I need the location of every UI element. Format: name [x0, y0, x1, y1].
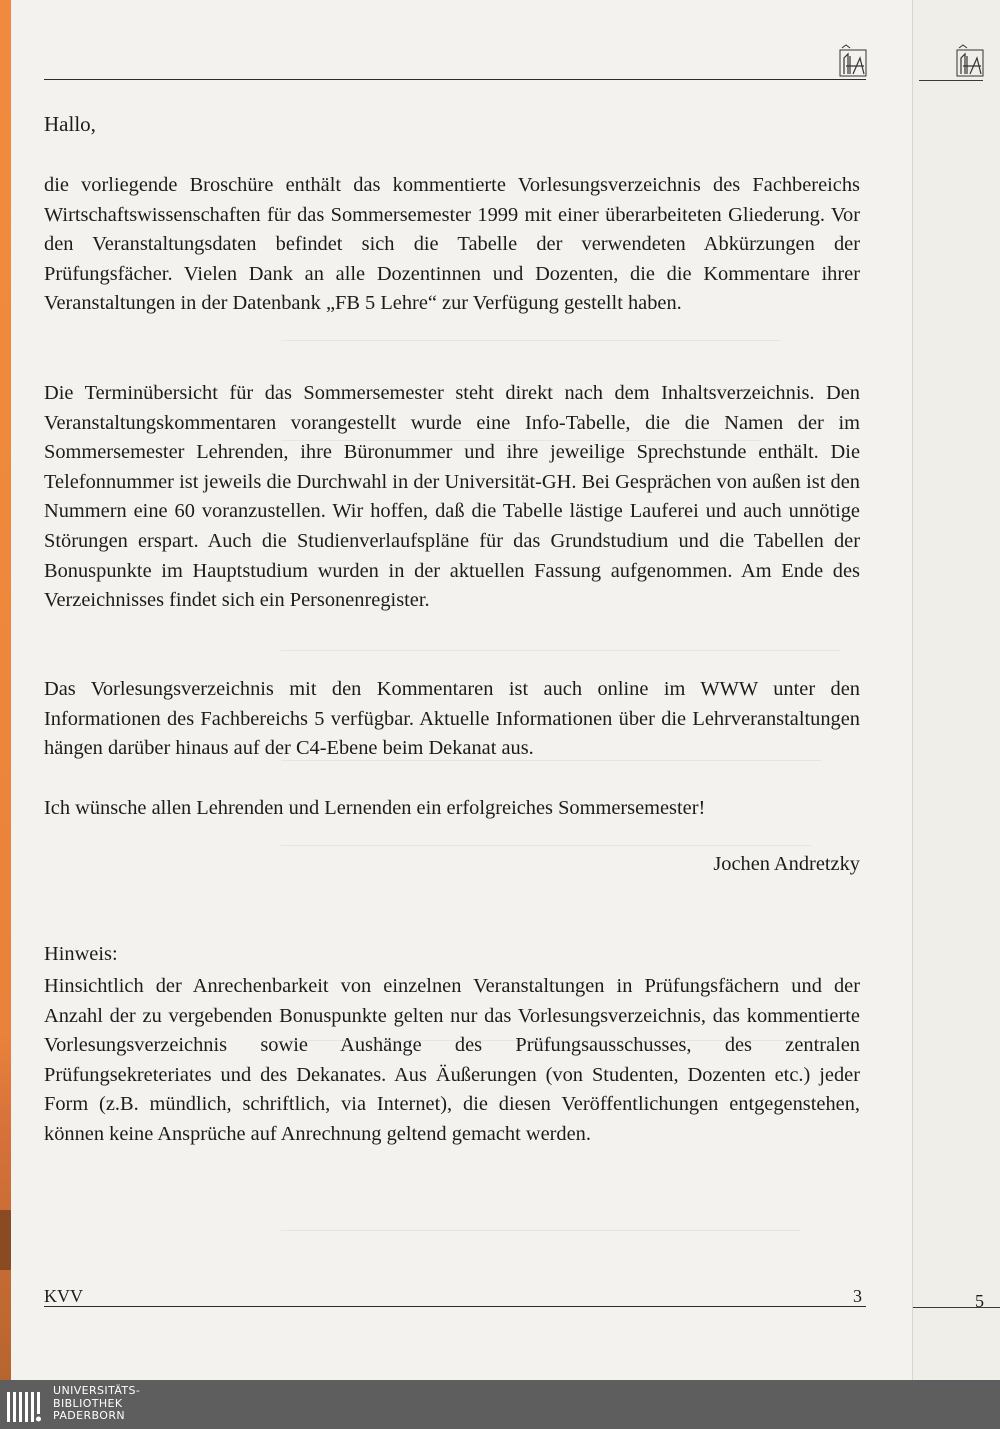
- page-number: 3: [853, 1286, 862, 1306]
- paragraph-overview: Die Terminübersicht für das Sommersemester steht direkt nach dem Inhaltsverzeichnis. Den Veranstaltungskommentaren vorangestellt wurde eine Info-Tabelle, die die Namen der im Sommersemester Lehrenden, ihre Büronummer und ihre jeweilige Sprechstunde enthält. Die Telefonnummer ist jeweils die Durchwahl in der Universität-GH. Bei Gesprächen von außen ist den Nummern eine 60 voranzustellen. Wir hoffen, daß die Tabelle lästige Lauferei und auch unnötige Störungen erspart. Auch die Studienverlaufspläne für das Grundstudium und die Tabellen der Bonuspunkte im Hauptstudium wurden in der aktuellen Fassung aufgenommen. Am Ende des Verzeichnisses findet sich ein Personenregister.: [44, 382, 860, 612]
- footer-label: KVV: [44, 1286, 83, 1306]
- library-banner: [0, 1380, 1000, 1429]
- paragraph-intro: die vorliegende Broschüre enthält das kommentierte Vorlesungsverzeichnis des Fachbereichs Wirtschaftswissenschaften für das Sommersemester 1999 mit einer überarbeiteten Gliederung. Vor den Veranstaltungsdaten befindet sich die Tabelle der verwendeten Abkürzungen der Prüfungsfächer. Vielen Dank an alle Dozentinnen und Dozenten, die die Kommentare ihrer Veranstaltungen in der Datenbank „FB 5 Lehre“ zur Verfügung gestellt haben.: [44, 174, 860, 315]
- adjacent-header-rule: [919, 80, 983, 81]
- library-name-line3: PADERBORN: [53, 1409, 126, 1422]
- building-logo-icon: [838, 44, 868, 78]
- paragraph-note: Hinsichtlich der Anrechenbarkeit von einzelnen Veranstaltungen in Prüfungsfächern und der Anzahl der zu vergebenden Bonuspunkte gelten nur das Vorlesungsverzeichnis, das kommentierte Vorlesungsverzeichnis sowie Aushänge des Prüfungsausschusses, des zentralen Prüfungsekreteriates und des Dekanates. Aus Äußerungen (von Studenten, Dozenten etc.) jeder Form (z.B. mündlich, schriftlich, via Internet), die diesen Veröffentlichungen entgegenstehen, können keine Ansprüche auf Anrechnung geltend gemacht werden.: [44, 975, 860, 1145]
- note-heading: Hinweis:: [44, 943, 118, 965]
- library-name-line2: BIBLIOTHEK: [53, 1396, 123, 1410]
- building-logo-icon: [955, 44, 985, 78]
- adjacent-page: [912, 0, 1000, 1380]
- library-name: [53, 1385, 140, 1423]
- greeting: Hallo,: [44, 112, 96, 136]
- library-name-line1: UNIVERSITÄTS-: [53, 1384, 141, 1397]
- header-rule: [44, 79, 866, 80]
- paragraph-online: Das Vorlesungsverzeichnis mit den Kommentaren ist auch online im WWW unter den Informationen des Fachbereichs 5 verfügbar. Aktuelle Informationen über die Lehrveranstaltungen hängen darüber hinaus auf der C4-Ebene beim Dekanat aus.: [44, 678, 860, 760]
- footer-rule: [44, 1306, 866, 1307]
- signature-name: Jochen Andretzky: [713, 853, 860, 875]
- paragraph-wishes: Ich wünsche allen Lehrenden und Lernenden ein erfolgreiches Sommersemester!: [44, 797, 706, 819]
- cover-edge-dark-mark: [0, 1210, 11, 1270]
- orange-cover-edge: [0, 0, 11, 1380]
- adjacent-page-number: 5: [975, 1291, 984, 1311]
- library-logo-icon: [6, 1386, 48, 1424]
- adjacent-footer-rule: [913, 1307, 1000, 1308]
